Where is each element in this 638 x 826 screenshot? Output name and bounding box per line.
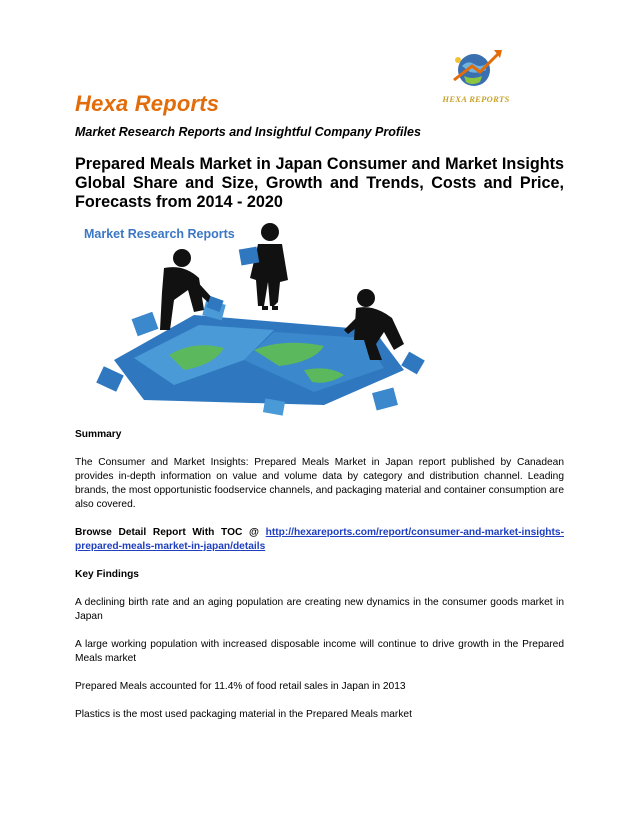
finding-item: Plastics is the most used packaging material in the Prepared Meals market: [75, 709, 412, 720]
tagline: Market Research Reports and Insightful Company Profiles: [75, 125, 421, 139]
key-findings-heading: Key Findings: [75, 569, 139, 580]
puzzle-business-people-illustration: [74, 220, 434, 420]
page-title: Prepared Meals Market in Japan Consumer and Market Insights Global Share and Size, Growth and Trends, Costs and Price, Forecasts from 2014 - 2020: [75, 155, 564, 211]
logo-text: HEXA REPORTS: [442, 94, 510, 104]
hexa-reports-logo: [428, 40, 524, 108]
finding-item: Prepared Meals accounted for 11.4% of food retail sales in Japan in 2013: [75, 681, 406, 692]
person-center-silhouette: [239, 223, 288, 310]
report-details-link[interactable]: http://hexareports.com/report/consumer-and-market-insights-prepared-meals-market-in-japan/details: [75, 527, 564, 552]
browse-paragraph: [75, 526, 564, 554]
browse-label: Browse Detail Report With TOC @: [75, 527, 259, 538]
report-body: [75, 428, 564, 736]
globe-arrow-icon: [428, 40, 524, 96]
summary-text: The Consumer and Market Insights: Prepared Meals Market in Japan report published by Canadean provides in-depth information on value and volume data by category and distribution channel. Leading brands, the most opportunistic foodservice channels, and packaging material and container consumption are also covered.: [75, 457, 564, 510]
brand-name: Hexa Reports: [75, 91, 220, 116]
finding-item: A declining birth rate and an aging population are creating new dynamics in the consumer goods market in Japan: [75, 597, 564, 622]
hero-illustration: [74, 220, 434, 420]
hero-label: Market Research Reports: [84, 227, 235, 241]
finding-item: A large working population with increased disposable income will continue to drive growth in the Prepared Meals market: [75, 639, 564, 664]
summary-heading: Summary: [75, 429, 122, 440]
